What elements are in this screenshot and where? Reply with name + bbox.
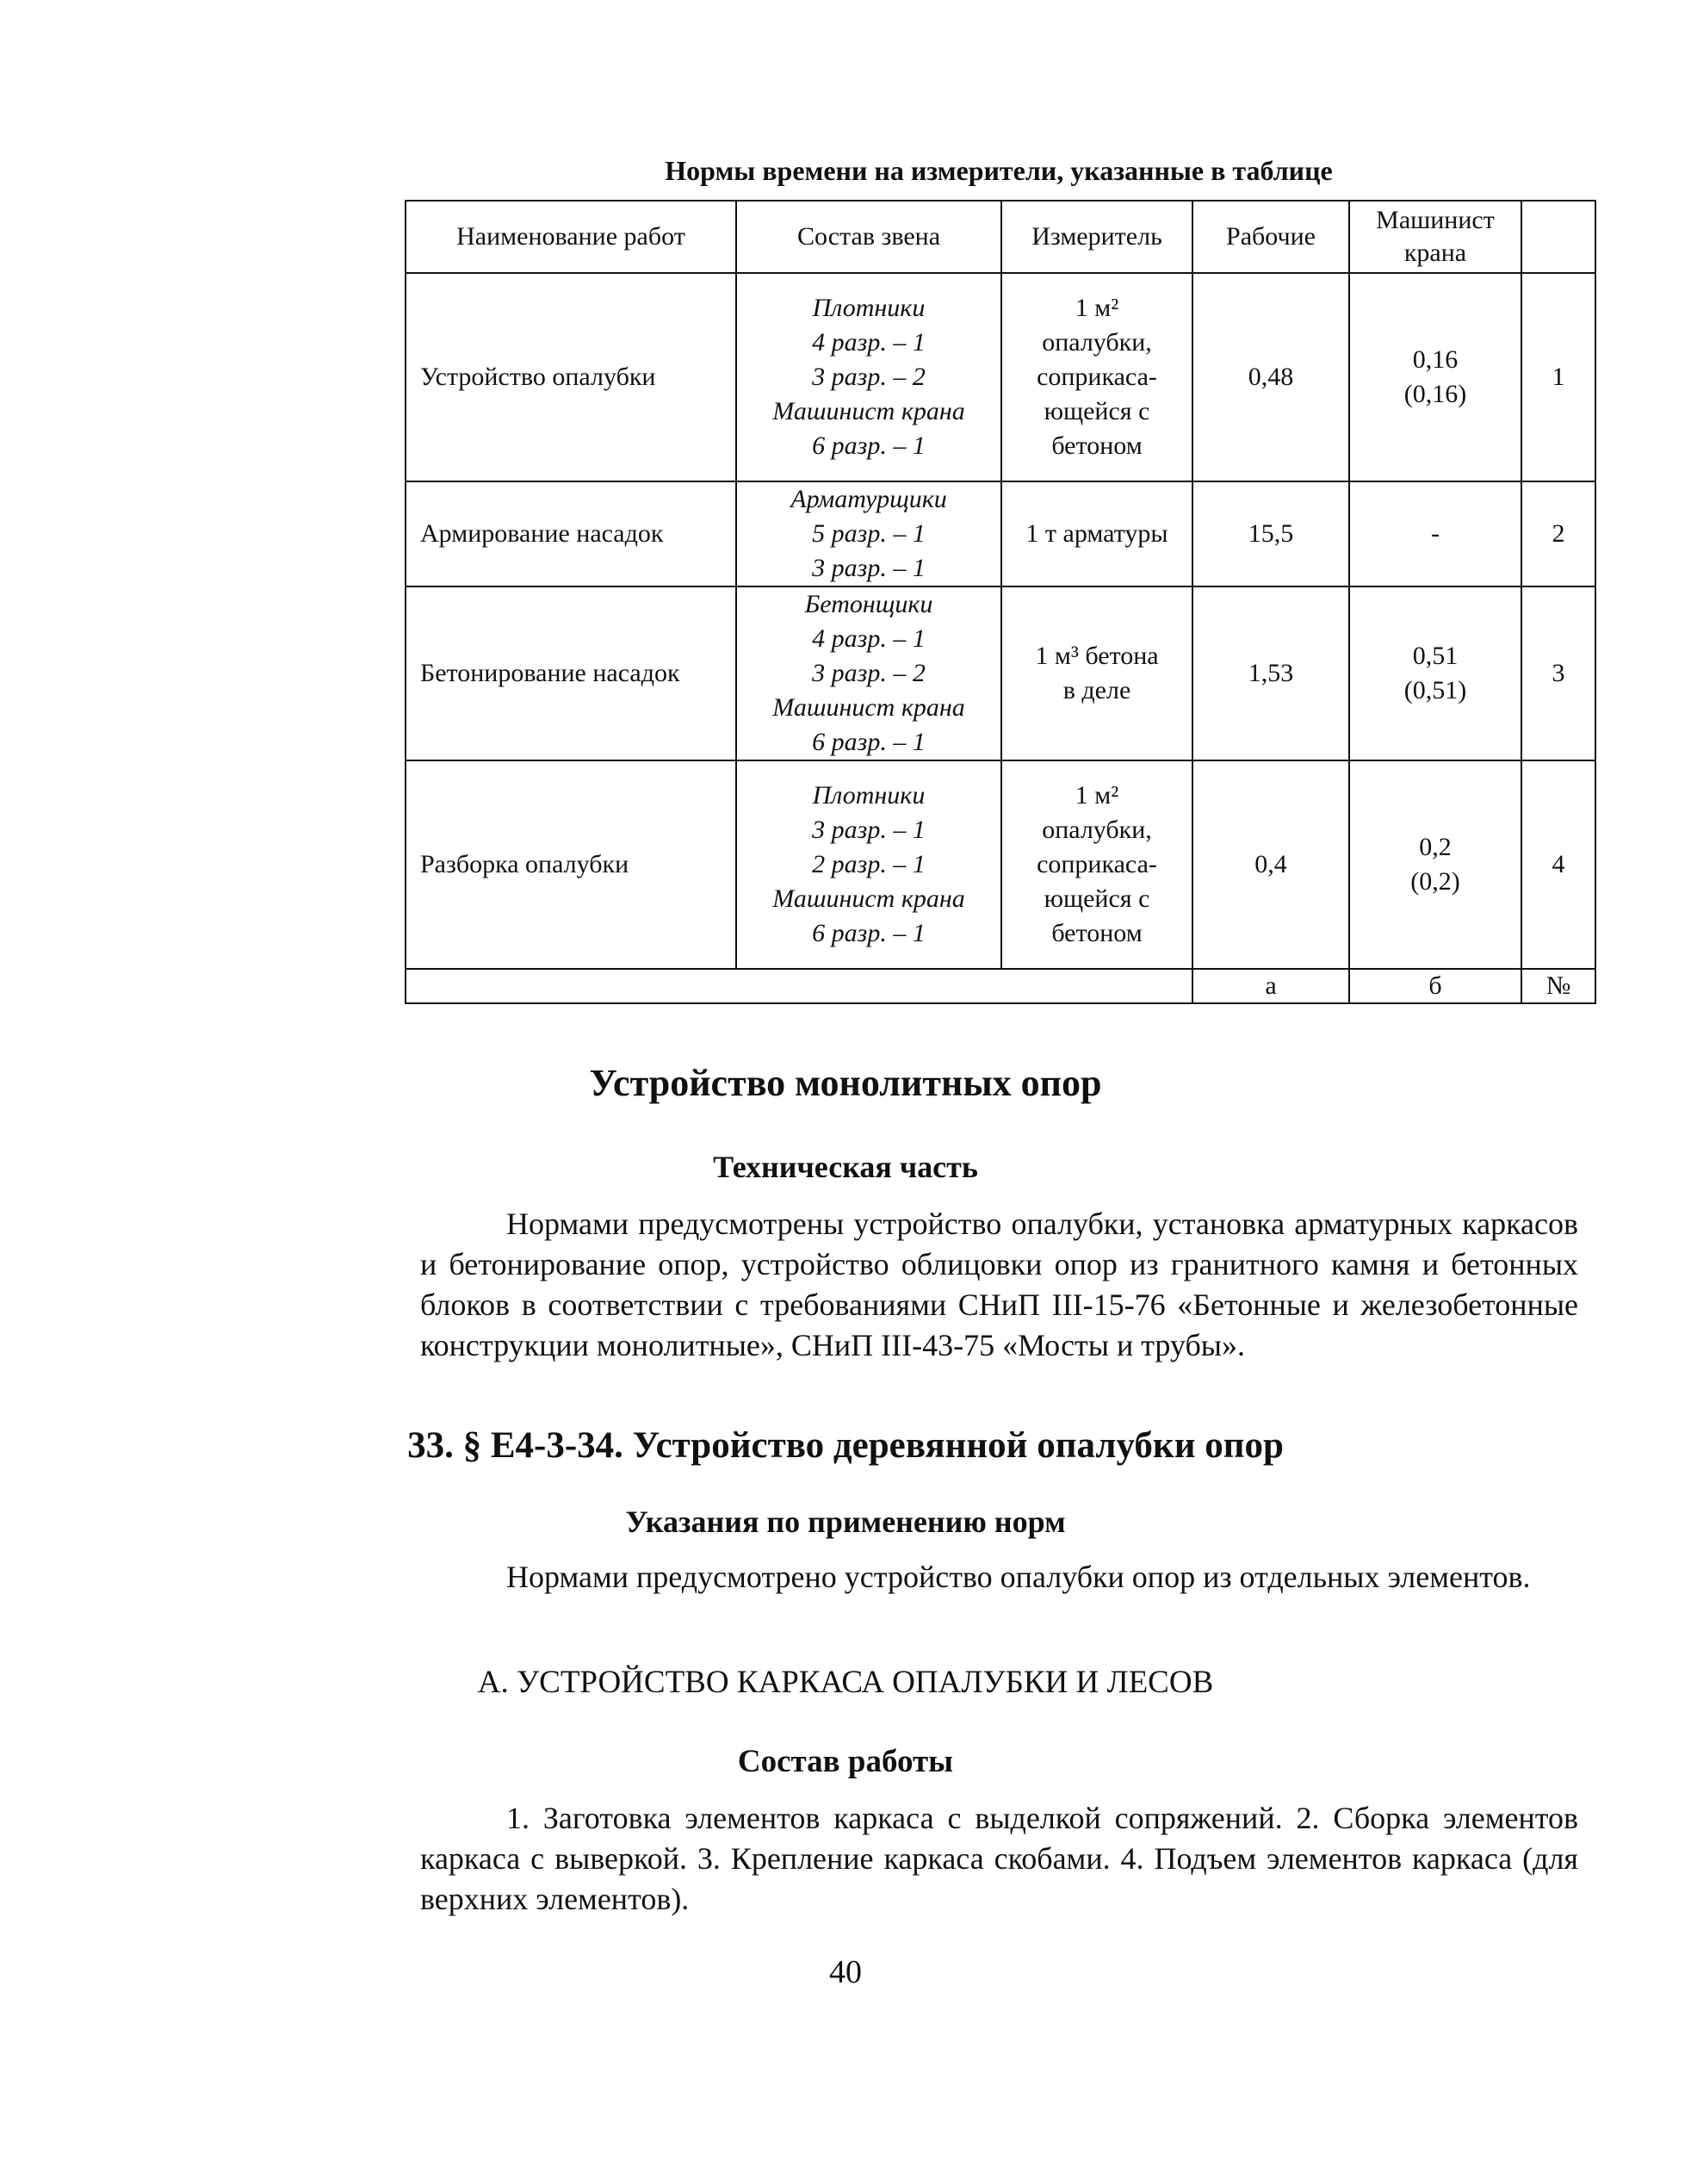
cell-unit — [1001, 273, 1192, 481]
partA-paragraph: 1. Заготовка элементов каркаса с выделкой сопряжений. 2. Сборка элементов каркаса с выверкой. 3. Крепление каркаса скобами. 4. Подъем элементов каркаса (для верхних элементов). — [420, 1801, 1578, 1916]
cell-work: Армирование насадок — [406, 481, 736, 586]
crew-line: 4 разр. – 1 — [812, 328, 926, 357]
unit-line: ющейся с — [1044, 397, 1150, 425]
page-number: 40 — [829, 1954, 862, 1990]
cell-crane — [1349, 586, 1521, 760]
partA-subtitle: Состав работы — [737, 1744, 954, 1779]
footer-b: б — [1349, 969, 1521, 1003]
paragraph33-title: 33. § Е4-3-34. Устройство деревянной опалубки опор — [407, 1425, 1284, 1466]
cell-crew — [736, 586, 1001, 760]
table-footer-row — [406, 969, 1595, 1003]
cell-crane — [1349, 273, 1521, 481]
table-row — [406, 273, 1595, 481]
partA-title: А. УСТРОЙСТВО КАРКАСА ОПАЛУБКИ И ЛЕСОВ — [477, 1665, 1214, 1700]
cell-crew — [736, 273, 1001, 481]
section-paragraph: Нормами предусмотрены устройство опалубки, установка арматурных каркасов и бетонирование опор, устройство облицовки опор из гранитного камня и бетонных блоков в соответствии с требованиями СНиП III-15-76 «Бетонные и железобетонные конструкции монолитные», СНиП III-43-75 «Мосты и трубы». — [420, 1207, 1578, 1362]
norms-table — [405, 200, 1596, 1004]
cell-work: Устройство опалубки — [406, 273, 736, 481]
crane-line: 0,51 — [1412, 642, 1459, 670]
section-subtitle: Техническая часть — [713, 1150, 978, 1184]
cell-workers: 0,48 — [1192, 273, 1349, 481]
crew-line: Плотники — [812, 294, 926, 322]
unit-line: 1 м² — [1075, 294, 1119, 322]
crew-line: Арматурщики — [790, 485, 947, 513]
unit-line: ющейся с — [1044, 884, 1150, 913]
unit-line: опалубки, — [1042, 816, 1152, 844]
crew-line: Машинист крана — [772, 884, 965, 913]
crane-line: (0,51) — [1403, 676, 1467, 704]
cell-crane — [1349, 760, 1521, 969]
cell-num: 4 — [1521, 760, 1595, 969]
crane-line: 0,2 — [1419, 833, 1452, 861]
header-crane-line2: крана — [1403, 239, 1467, 267]
crew-line: 2 разр. – 1 — [812, 850, 926, 878]
table-header-row — [406, 201, 1595, 273]
footer-num: № — [1521, 969, 1595, 1003]
cell-num: 2 — [1521, 481, 1595, 586]
footer-a: а — [1192, 969, 1349, 1003]
section-title: Устройство монолитных опор — [589, 1062, 1102, 1104]
footer-empty-cell — [406, 969, 1192, 1003]
unit-line: 1 м³ бетона — [1035, 642, 1159, 670]
header-work: Наименование работ — [406, 201, 736, 273]
cell-crane — [1349, 481, 1521, 586]
unit-line: соприкаса- — [1037, 363, 1157, 391]
unit-line: бетоном — [1051, 431, 1143, 460]
crane-line: 0,16 — [1412, 345, 1459, 374]
cell-work: Бетонирование насадок — [406, 586, 736, 760]
cell-workers: 0,4 — [1192, 760, 1349, 969]
crew-line: 3 разр. – 1 — [812, 554, 926, 582]
crew-line: Машинист крана — [772, 397, 965, 425]
header-workers: Рабочие — [1192, 201, 1349, 273]
crew-line: Машинист крана — [772, 693, 965, 722]
header-crane-line1: Машинист — [1376, 206, 1495, 234]
cell-workers: 15,5 — [1192, 481, 1349, 586]
crew-line: 4 разр. – 1 — [812, 624, 926, 653]
table-row — [406, 481, 1595, 586]
unit-line: бетоном — [1051, 919, 1143, 947]
cell-crew — [736, 760, 1001, 969]
cell-num: 1 — [1521, 273, 1595, 481]
cell-crew — [736, 481, 1001, 586]
cell-unit — [1001, 760, 1192, 969]
unit-line: соприкаса- — [1037, 850, 1157, 878]
header-crew: Состав звена — [736, 201, 1001, 273]
unit-line: в деле — [1062, 676, 1131, 704]
crew-line: 3 разр. – 1 — [812, 816, 926, 844]
header-unit: Измеритель — [1001, 201, 1192, 273]
unit-line: 1 м² — [1075, 781, 1119, 810]
paragraph33-paragraph: Нормами предусмотрено устройство опалубки опор из отдельных элементов. — [506, 1560, 1531, 1594]
crew-line: Бетонщики — [804, 590, 933, 618]
crane-line: (0,16) — [1403, 380, 1467, 408]
unit-line: опалубки, — [1042, 328, 1152, 357]
crew-line: 6 разр. – 1 — [812, 919, 926, 947]
crew-line: 3 разр. – 2 — [812, 363, 926, 391]
crew-line: 6 разр. – 1 — [812, 728, 926, 756]
crew-line: 5 разр. – 1 — [812, 519, 926, 548]
unit-line: 1 т арматуры — [1025, 519, 1168, 548]
crew-line: 6 разр. – 1 — [812, 431, 926, 460]
header-crane — [1349, 201, 1521, 273]
table-row — [406, 760, 1595, 969]
cell-num: 3 — [1521, 586, 1595, 760]
crew-line: Плотники — [812, 781, 926, 810]
crew-line: 3 разр. – 2 — [812, 659, 926, 687]
header-num — [1521, 201, 1595, 273]
crane-line: - — [1431, 519, 1440, 548]
table-title: Нормы времени на измерители, указанные в таблице — [665, 155, 1333, 186]
cell-unit — [1001, 481, 1192, 586]
table-row — [406, 586, 1595, 760]
cell-unit — [1001, 586, 1192, 760]
paragraph33-subtitle: Указания по применению норм — [625, 1505, 1066, 1539]
cell-workers: 1,53 — [1192, 586, 1349, 760]
cell-work: Разборка опалубки — [406, 760, 736, 969]
crane-line: (0,2) — [1410, 867, 1460, 896]
